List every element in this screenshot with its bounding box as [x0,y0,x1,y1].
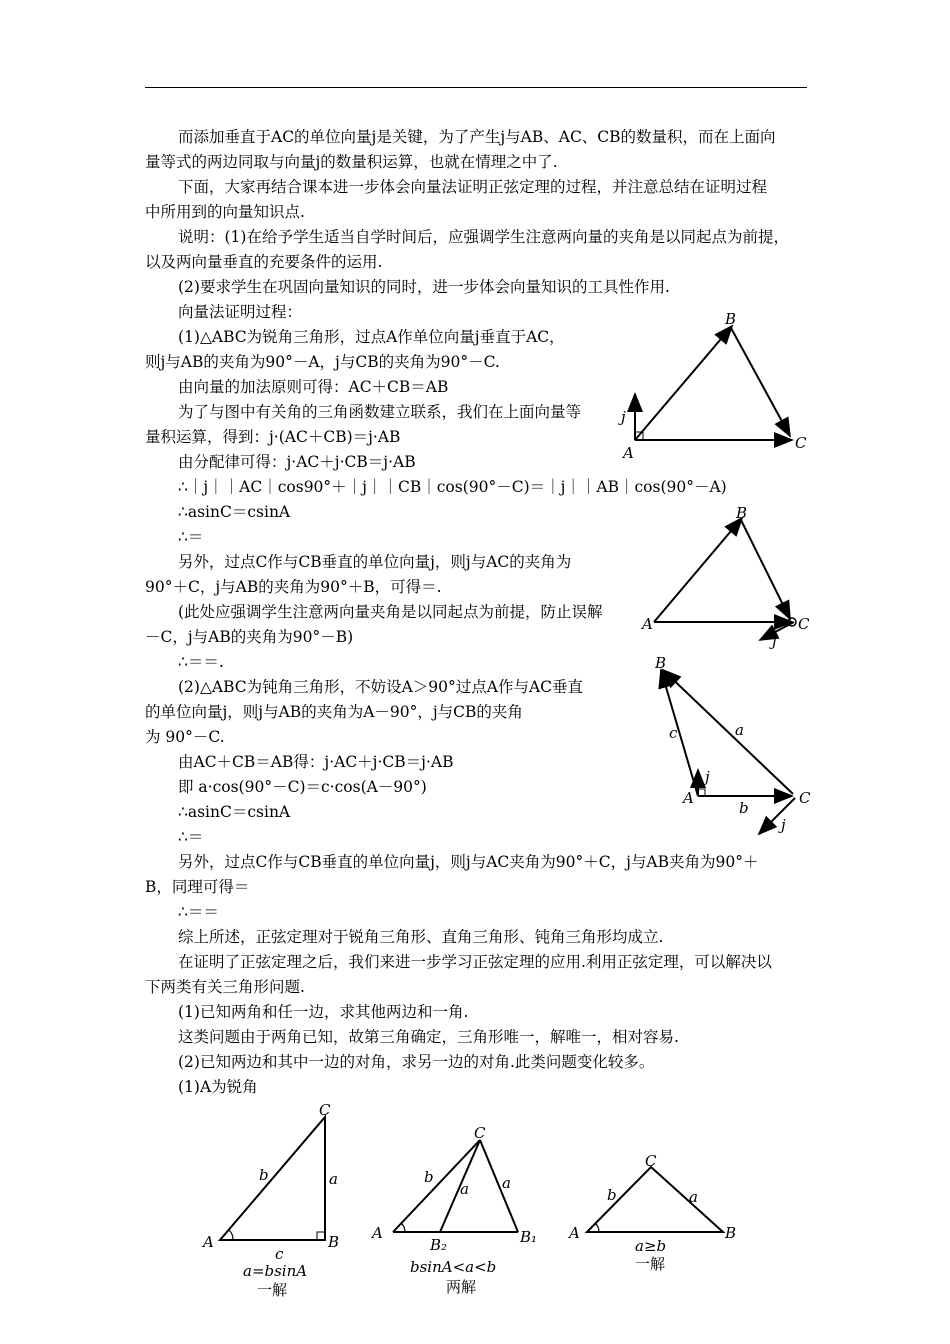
text-line: ∴｜j｜｜AC｜cos90°＋｜j｜｜CB｜cos(90°－C)＝｜j｜｜AB｜cos(90°－A) [178,478,727,496]
vector-ab [635,326,732,440]
text-line: 综上所述，正弦定理对于锐角三角形、直角三角形、钝角三角形均成立. [178,928,664,946]
text-line: 说明：(1)在给予学生适当自学时间后，应强调学生注意两向量的夹角是以同起点为前提， [178,228,789,246]
text-line: ∴asinC＝csinA [178,503,291,521]
condition-label: a≥b [635,1237,667,1255]
label-b-side: b [424,1168,434,1186]
text-line: (2)要求学生在巩固向量知识的同时，进一步体会向量知识的工具性作用. [178,278,670,296]
label-b: B [328,1233,340,1251]
label-a: A [203,1233,214,1251]
label-j-a: j [705,768,710,786]
label-a-side-1: a [502,1174,511,1192]
result-label: 一解 [635,1255,666,1273]
text-line: ∴＝ [178,828,204,846]
label-b-side: b [739,799,749,817]
case-right-triangle-figure [195,1095,355,1300]
text-line: 即 a·cos(90°－C)＝c·cos(A－90°) [178,778,427,796]
text-line: 而添加垂直于AC的单位向量j是关键，为了产生j与AB、AC、CB的数量积，而在上面向 [178,128,776,146]
text-line: (1)A为锐角 [178,1078,258,1096]
label-b: B [725,1224,737,1242]
text-line: 中所用到的向量知识点. [145,203,305,221]
case-one-solution-figure [565,1152,750,1277]
result-label: 一解 [257,1281,288,1299]
right-angle-mark [317,1232,325,1240]
text-line: (1)△ABC为锐角三角形，过点A作单位向量j垂直于AC， [178,328,565,346]
triangle [220,1117,325,1240]
acute-triangle-figure-1 [615,308,815,468]
text-line: B，同理可得＝ [145,878,250,896]
text-line: 90°＋C，j与AB的夹角为90°＋B，可得＝. [145,578,442,596]
text-line: 下面，大家再结合课本进一步体会向量法证明正弦定理的过程，并注意总结在证明过程 [178,178,768,196]
header-rule [145,87,807,88]
label-c: C [319,1101,331,1119]
angle-a-mark [401,1223,405,1232]
vector-j-at-c [759,798,795,834]
vector-cb [663,670,793,794]
label-a: A [642,615,653,633]
label-b-side: b [259,1166,269,1184]
vector-ab [654,518,742,622]
text-line: 为 90°－C. [145,728,225,746]
label-j: j [772,632,777,650]
text-line: (2)已知两边和其中一边的对角，求另一边的对角.此类问题变化较多。 [178,1053,655,1071]
label-c: C [799,789,811,807]
label-c-side: c [669,724,678,742]
result-label: 两解 [446,1278,477,1296]
label-b: B [725,310,737,328]
label-a: A [372,1224,383,1242]
label-a-side: a [735,721,744,739]
text-line: 向量法证明过程： [178,303,303,321]
text-line: (1)已知两角和任一边，求其他两边和一角. [178,1003,469,1021]
label-c: C [795,434,807,452]
condition-label: a=bsinA [243,1262,308,1280]
label-a-side-2: a [460,1180,469,1198]
acute-triangle-figure-2 [640,502,820,650]
text-line: －C，j与AB的夹角为90°－B) [145,628,354,646]
text-line: 在证明了正弦定理之后，我们来进一步学习正弦定理的应用.利用正弦定理，可以解决以 [178,953,772,971]
label-c: C [474,1124,486,1142]
label-c-side: c [275,1245,284,1263]
label-c: C [798,615,810,633]
label-j: j [621,408,626,426]
label-a-side: a [329,1170,338,1188]
text-line: 另外，过点C作与CB垂直的单位向量j，则j与AC的夹角为 [178,553,572,571]
text-line: 的单位向量j，则j与AB的夹角为A－90°，j与CB的夹角 [145,703,523,721]
text-line: (2)△ABC为钝角三角形，不妨设A＞90°过点A作与AC垂直 [178,678,584,696]
label-a-side: a [689,1188,698,1206]
angle-a-mark [229,1230,233,1240]
label-a: A [683,789,694,807]
label-c: C [645,1152,657,1170]
text-line: ∴asinC＝csinA [178,803,291,821]
text-line: 由AC＋CB＝AB得：j·AC＋j·CB＝j·AB [178,753,454,771]
text-line: 为了与图中有关角的三角函数建立联系，我们在上面向量等 [178,403,582,421]
text-line: 这类问题由于两角已知，故第三角确定，三角形唯一，解唯一，相对容易. [178,1028,679,1046]
label-b: B [736,504,748,522]
label-b-side: b [607,1186,617,1204]
text-line: ∴＝＝ [178,903,219,921]
text-line: 以及两向量垂直的充要条件的运用. [145,253,383,271]
obtuse-triangle-figure [645,650,820,845]
text-line: ∴＝＝. [178,653,224,671]
label-a: A [623,444,634,462]
side-a-b1 [480,1140,518,1232]
label-a: A [569,1224,580,1242]
vector-cb [731,328,790,436]
vector-ab [661,670,698,796]
text-line: 另外，过点C作与CB垂直的单位向量j，则j与AC夹角为90°＋C，j与AB夹角为90°＋ [178,853,759,871]
case-two-solutions-figure [368,1122,553,1300]
text-line: 则j与AB的夹角为90°－A，j与CB的夹角为90°－C. [145,353,500,371]
text-line: 由向量的加法原则可得：AC＋CB＝AB [178,378,449,396]
text-line: 下两类有关三角形问题. [145,978,305,996]
text-line: 量等式的两边同取与向量j的数量积运算，也就在情理之中了. [145,153,558,171]
text-line: ∴＝ [178,528,204,546]
text-line: 量积运算，得到：j·(AC＋CB)＝j·AB [145,428,401,446]
angle-a-mark [595,1223,599,1232]
right-angle-mark [698,789,705,796]
label-b: B [655,654,667,672]
text-line: (此处应强调学生注意两向量夹角是以同起点为前提，防止误解 [178,603,603,621]
vector-cb [741,520,790,619]
label-j-c: j [781,816,786,834]
label-b2: B₂ [430,1236,448,1254]
label-b1: B₁ [520,1228,538,1246]
text-line: 由分配律可得：j·AC＋j·CB＝j·AB [178,453,416,471]
condition-label: bsinA<a<b [410,1258,497,1276]
